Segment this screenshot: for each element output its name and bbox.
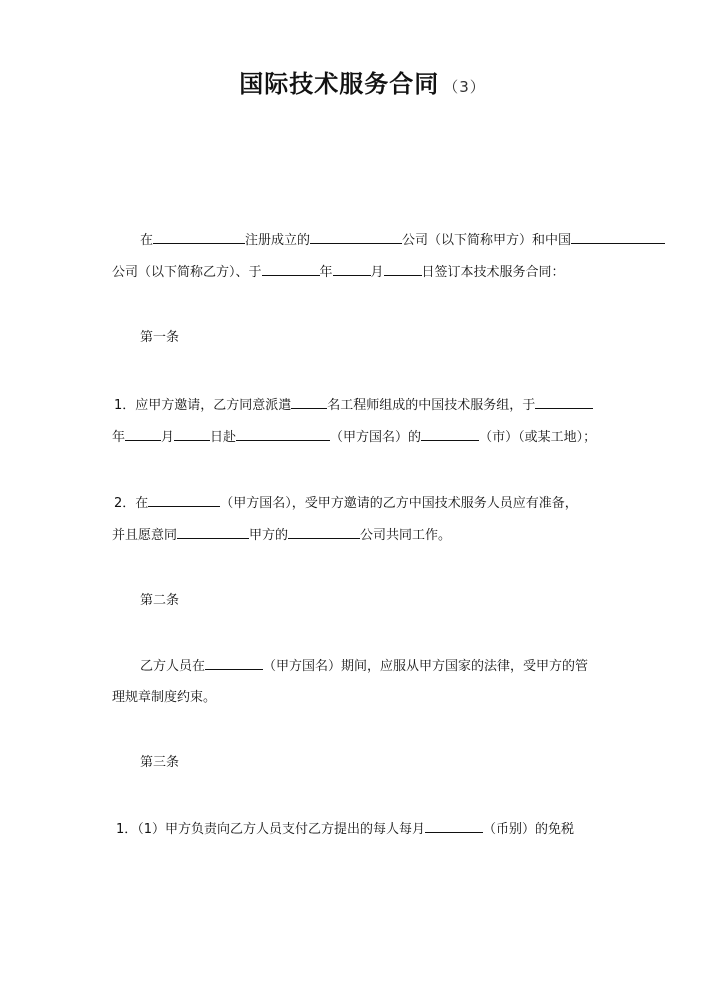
preamble-line-2: 公司（以下简称乙方）、于 年 月 日签订本技术服务合同：	[112, 265, 565, 280]
blank-field	[262, 263, 320, 276]
article-1-para-1-line-2: 年 月 日赴 （甲方国名）的 （市）（或某工地）；	[112, 430, 597, 445]
article-1-heading: 第一条	[140, 330, 180, 345]
blank-field	[177, 526, 249, 539]
article-3-line-1: 1．（1）甲方负责向乙方人员支付乙方提出的每人每月 （币别）的免税	[116, 822, 575, 837]
blank-field	[384, 263, 422, 276]
article-1-para-2-line-2: 并且愿意同 甲方的 公司共同工作。	[112, 528, 452, 543]
blank-field	[571, 231, 665, 244]
blank-field	[425, 820, 483, 833]
page-title	[0, 64, 725, 99]
article-1-para-2-line-1: 2．在 （甲方国名），受甲方邀请的乙方中国技术服务人员应有准备，	[114, 496, 578, 511]
title-number: （3）	[443, 78, 486, 96]
article-2-line-2: 理规章制度约束。	[112, 690, 217, 705]
article-1-para-1-line-1: 1．应甲方邀请，乙方同意派遣 名工程师组成的中国技术服务组，于	[114, 396, 593, 415]
preamble-line-1: 在 注册成立的 公司（以下简称甲方）和中国	[140, 231, 665, 250]
article-2-line-1: 乙方人员在 （甲方国名）期间，应服从甲方国家的法律，受甲方的管	[140, 659, 589, 674]
blank-field	[291, 396, 327, 409]
blank-field	[125, 428, 161, 441]
blank-field	[310, 231, 402, 244]
blank-field	[205, 657, 263, 670]
title-text: 国际技术服务合同	[239, 70, 440, 98]
blank-field	[153, 231, 245, 244]
article-2-heading: 第二条	[140, 593, 180, 608]
article-3-heading: 第三条	[140, 755, 180, 770]
blank-field	[148, 494, 220, 507]
blank-field	[421, 428, 479, 441]
blank-field	[333, 263, 371, 276]
blank-field	[288, 526, 360, 539]
blank-field	[236, 428, 330, 441]
blank-field	[535, 396, 593, 409]
blank-field	[174, 428, 210, 441]
